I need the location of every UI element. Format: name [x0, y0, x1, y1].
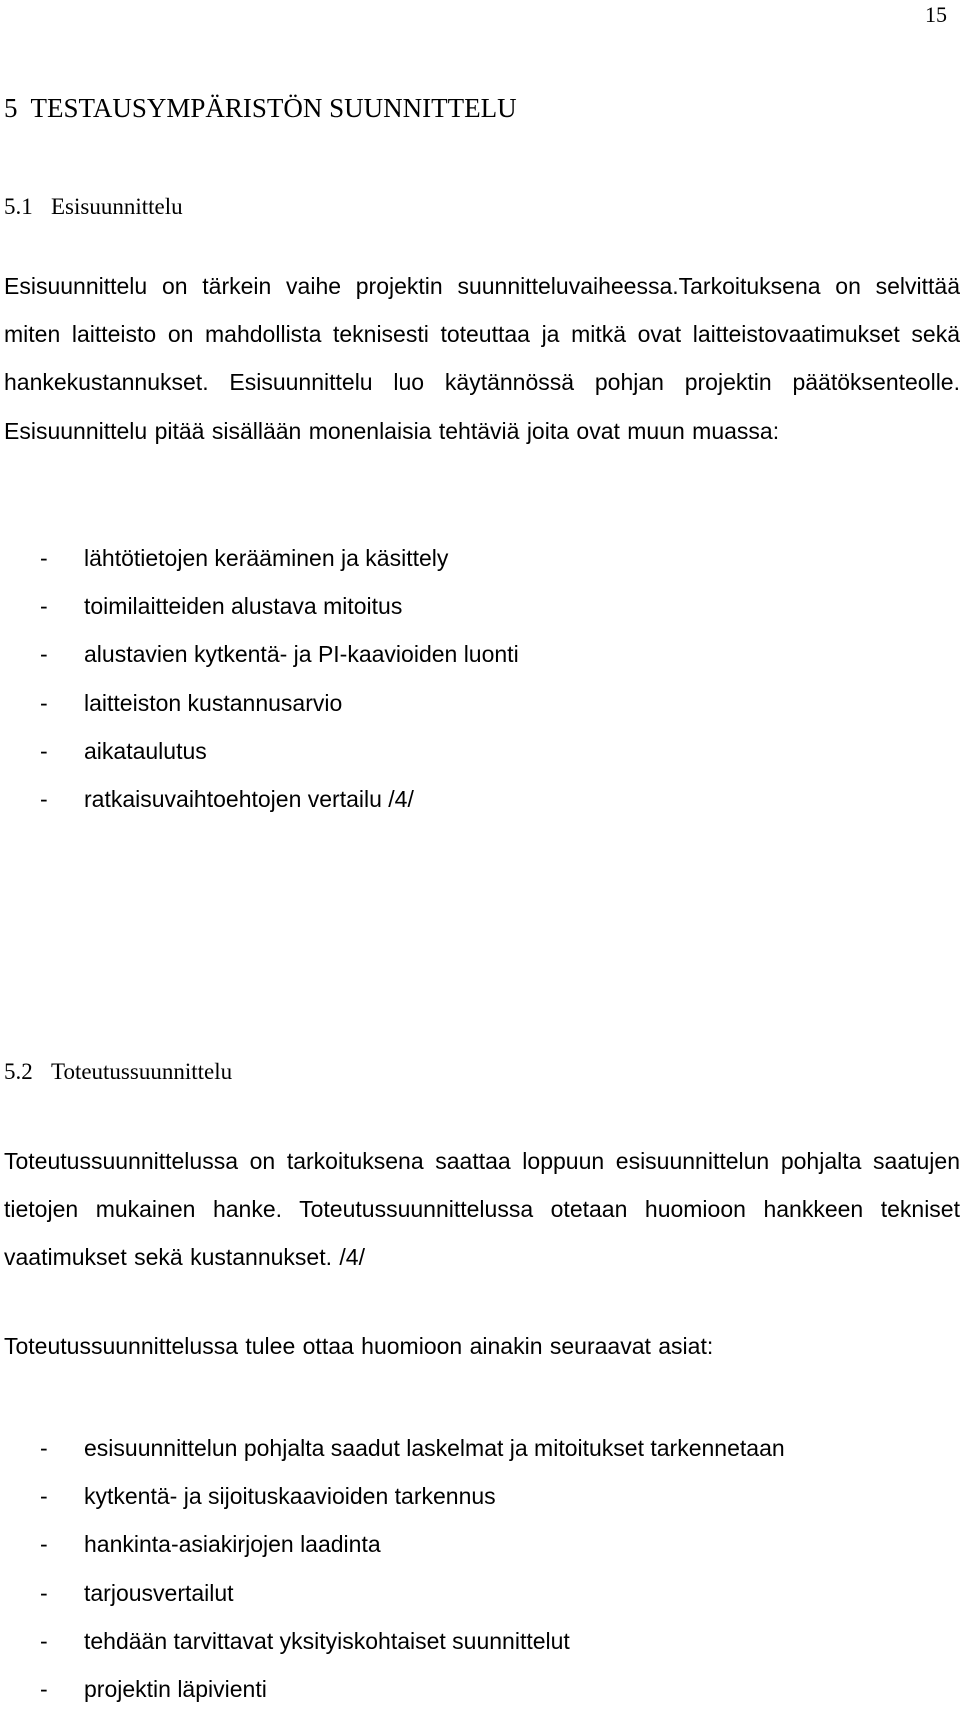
list-marker: - — [40, 1531, 48, 1558]
list-marker: - — [40, 593, 48, 620]
list-item-text: laitteiston kustannusarvio — [84, 689, 343, 716]
list-item-text: projektin läpivienti — [84, 1675, 267, 1702]
list-item-text: esisuunnittelun pohjalta saadut laskelmat ja mitoitukset tarkennetaan — [84, 1435, 785, 1461]
list-item — [40, 582, 519, 630]
list-item — [40, 1520, 785, 1568]
list-item-text: hankinta-asiakirjojen laadinta — [84, 1531, 381, 1558]
list-item-text: toimilaitteiden alustava mitoitus — [84, 593, 403, 620]
body-paragraph: Esisuunnittelu on tärkein vaihe projektin suunnitteluvaiheessa.Tarkoituksena on selvittää miten laitteisto on mahdollista teknisesti toteuttaa ja mitkä ovat laitteistovaatimukset sekä hankekustannukset. Esisuunnittelu luo käytännössä pohjan projektin päätöksenteolle. Esisuunnittelu pitää sisällään monenlaisia tehtäviä joita ovat muun muassa: — [4, 273, 960, 444]
page-number: 15 — [925, 2, 947, 27]
list-item-text: tehdään tarvittavat yksityiskohtaiset suunnittelut — [84, 1627, 570, 1654]
list-marker: - — [40, 1627, 48, 1654]
list-marker: - — [40, 785, 48, 812]
list-marker: - — [40, 1483, 48, 1510]
list-item-text: aikataulutus — [84, 737, 207, 764]
list-marker: - — [40, 545, 48, 571]
list-item-text: tarjousvertailut — [84, 1579, 234, 1606]
list-item-text: kytkentä- ja sijoituskaavioiden tarkennus — [84, 1483, 496, 1510]
list-marker: - — [40, 641, 48, 668]
chapter-title: 5 TESTAUSYMPÄRISTÖN SUUNNITTELU — [4, 93, 517, 123]
section-heading-5-1 — [4, 193, 183, 221]
list-item — [40, 1569, 785, 1617]
section-number: 5.1 — [4, 194, 33, 219]
bullet-list-esisuunnittelu — [40, 534, 519, 823]
list-item — [40, 630, 519, 678]
list-item — [40, 1472, 785, 1520]
body-paragraph: Toteutussuunnittelussa on tarkoituksena saattaa loppuun esisuunnittelun pohjalta saatujen tietojen mukainen hanke. Toteutussuunnittelussa otetaan huomioon hankkeen tekniset vaatimukset sekä kustannukset. /4/ — [4, 1148, 960, 1271]
list-marker: - — [40, 1579, 48, 1606]
list-marker: - — [40, 1675, 48, 1702]
body-paragraph: Toteutussuunnittelussa tulee ottaa huomioon ainakin seuraavat asiat: — [4, 1333, 714, 1359]
list-item — [40, 775, 519, 823]
list-item — [40, 679, 519, 727]
list-marker: - — [40, 1435, 48, 1461]
list-marker: - — [40, 689, 48, 716]
list-item-text: alustavien kytkentä- ja PI-kaavioiden luonti — [84, 641, 519, 668]
list-item-text: lähtötietojen kerääminen ja käsittely — [84, 545, 449, 571]
list-item — [40, 1617, 785, 1665]
section-title: Toteutussuunnittelu — [51, 1059, 233, 1084]
list-item — [40, 1424, 785, 1472]
list-item — [40, 1665, 785, 1713]
list-item — [40, 534, 519, 582]
section-title: Esisuunnittelu — [51, 194, 183, 219]
section-heading-5-2 — [4, 1058, 232, 1086]
section-number: 5.2 — [4, 1059, 33, 1084]
list-item-text: ratkaisuvaihtoehtojen vertailu /4/ — [84, 785, 414, 812]
list-marker: - — [40, 737, 48, 764]
bullet-list-toteutussuunnittelu — [40, 1424, 785, 1713]
list-item — [40, 727, 519, 775]
